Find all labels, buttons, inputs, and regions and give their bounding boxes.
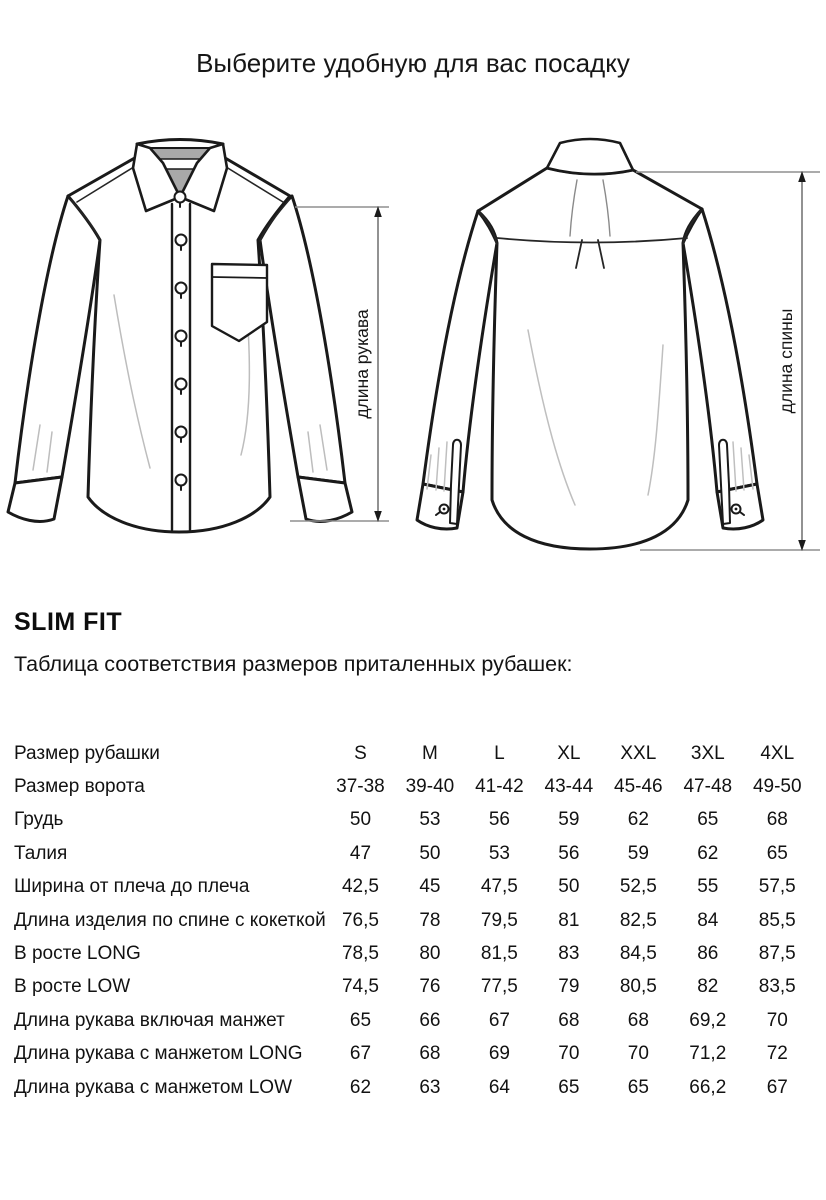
table-cell: 78,5 [341,943,379,965]
table-cell: 43-44 [544,776,594,798]
table-cell: 65 [349,1009,372,1031]
table-cell: 83,5 [758,976,796,998]
row-label: Размер рубашки [14,742,160,764]
row-label: Длина рукава включая манжет [14,1009,285,1031]
table-cell: 55 [697,876,719,898]
row-label: В росте LONG [14,943,141,965]
table-cell: L [494,742,505,764]
table-cell: 53 [488,842,510,864]
table-cell: 50 [419,842,441,864]
table-cell: 79 [558,976,580,998]
row-label: Длина рукава с манжетом LONG [14,1043,303,1065]
table-cell: 39-40 [405,776,455,798]
table-cell: 78 [419,909,441,931]
front-left-sleeve [15,196,100,483]
front-left-cuff [8,477,62,521]
table-row [14,1004,812,1037]
shirt-front-diagram [8,140,352,533]
table-cell: 68 [558,1009,580,1031]
table-row [14,1071,812,1104]
table-cell: 84 [697,909,719,931]
table-cell: S [354,742,367,764]
table-cell: 66 [419,1009,441,1031]
row-label: В росте LOW [14,976,131,998]
table-cell: 84,5 [619,943,657,965]
size-table [14,737,812,1104]
table-cell: 80,5 [619,976,657,998]
table-cell: 45 [419,876,441,898]
table-cell: 79,5 [480,909,518,931]
table-cell: 72 [766,1043,788,1065]
table-cell: 76 [419,976,441,998]
row-label: Размер ворота [14,776,145,798]
fit-heading: SLIM FIT [14,608,123,636]
table-cell: 70 [766,1009,788,1031]
sleeve-length-label: длина рукава [352,309,372,419]
table-cell: 57,5 [758,876,796,898]
row-label: Грудь [14,809,64,831]
table-cell: 41-42 [475,776,524,798]
table-cell: 49-50 [752,776,802,798]
table-row [14,770,812,803]
back-body [478,168,702,549]
table-row [14,804,812,837]
table-cell: 62 [627,809,649,831]
table-cell: 65 [697,809,719,831]
table-cell: 66,2 [689,1076,727,1098]
table-cell: 65 [558,1076,580,1098]
table-cell: 74,5 [341,976,379,998]
table-cell: 87,5 [758,943,796,965]
table-cell: 68 [419,1043,441,1065]
table-cell: 65 [627,1076,649,1098]
table-cell: 52,5 [619,876,657,898]
table-cell: 67 [488,1009,510,1031]
front-pocket-seam [212,277,267,278]
table-cell: 45-46 [614,776,663,798]
table-row [14,1038,812,1071]
row-label: Длина рукава с манжетом LOW [14,1076,293,1098]
front-collar-top-edge [137,140,223,145]
table-cell: 56 [488,809,510,831]
row-label: Ширина от плеча до плеча [14,876,250,898]
table-cell: 69 [488,1043,510,1065]
table-cell: 62 [349,1076,372,1098]
table-cell: 65 [766,842,788,864]
row-label: Талия [14,842,68,864]
back-collar [547,139,633,174]
table-cell: 86 [697,943,719,965]
table-cell: 47-48 [683,776,733,798]
table-cell: 59 [627,842,649,864]
size-table-body [14,737,812,1104]
table-row [14,937,812,970]
table-cell: 68 [766,809,788,831]
table-row [14,971,812,1004]
table-cell: 50 [349,809,372,831]
back-length-label: длина спины [776,308,796,414]
table-cell: 82,5 [619,909,657,931]
table-cell: 71,2 [689,1043,727,1065]
table-cell: 67 [349,1043,372,1065]
page-title: Выберите удобную для вас посадку [196,48,630,78]
table-cell: 50 [558,876,580,898]
table-header-row [14,737,812,770]
table-cell: 68 [627,1009,649,1031]
table-cell: 69,2 [689,1009,727,1031]
table-subtitle: Таблица соответствия размеров приталенных рубашек: [14,652,573,676]
table-cell: 80 [419,943,441,965]
table-row [14,904,812,937]
front-right-sleeve [260,196,345,483]
table-cell: 81,5 [480,943,518,965]
table-cell: 83 [558,943,580,965]
table-cell: 47 [349,842,372,864]
table-cell: 67 [766,1076,788,1098]
table-cell: 82 [697,976,719,998]
table-cell: 81 [558,909,580,931]
shirt-back-diagram [417,139,763,549]
table-cell: 70 [558,1043,580,1065]
table-cell: 63 [419,1076,441,1098]
table-cell: 4XL [760,742,795,764]
table-cell: 77,5 [480,976,518,998]
table-row [14,837,812,870]
table-cell: XL [557,742,581,764]
table-cell: 3XL [690,742,725,764]
table-cell: 64 [488,1076,510,1098]
table-cell: 56 [558,842,580,864]
table-cell: 42,5 [341,876,379,898]
table-cell: 76,5 [341,909,379,931]
table-cell: 53 [419,809,441,831]
row-label: Длина изделия по спине с кокеткой [14,909,326,931]
table-cell: XXL [620,742,657,764]
table-cell: 37-38 [336,776,385,798]
table-cell: 70 [627,1043,649,1065]
table-cell: M [422,742,438,764]
table-cell: 47,5 [480,876,518,898]
front-right-cuff [298,477,352,521]
table-cell: 85,5 [758,909,796,931]
table-row [14,871,812,904]
table-cell: 62 [697,842,719,864]
table-cell: 59 [558,809,580,831]
